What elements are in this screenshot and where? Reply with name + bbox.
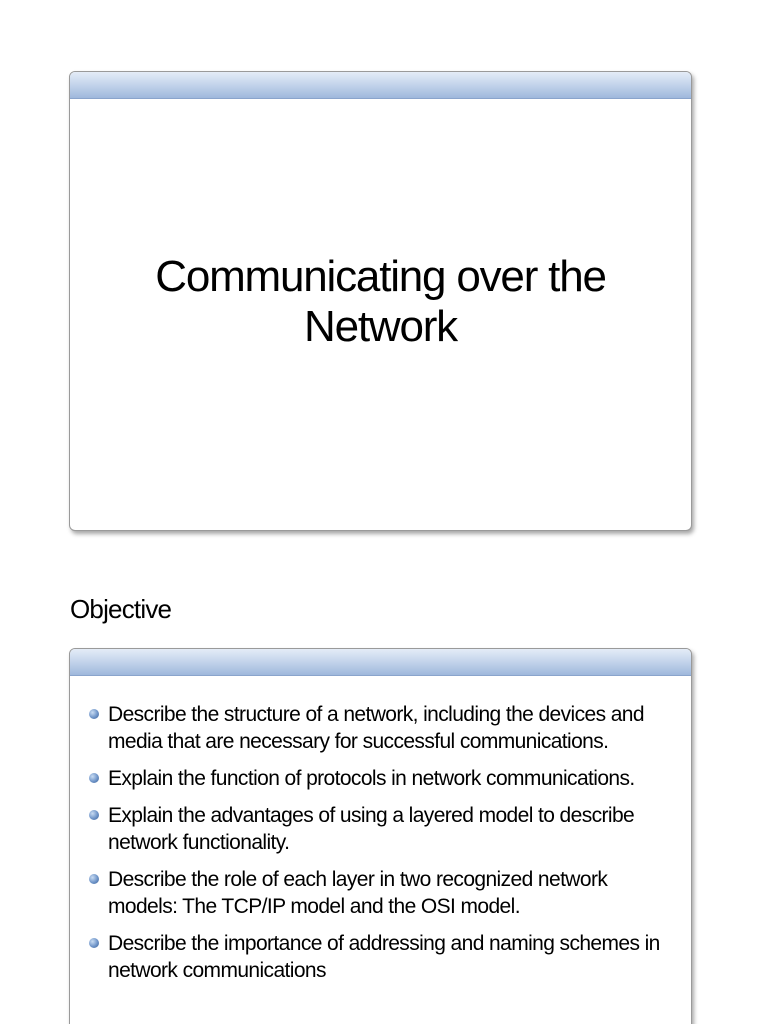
bullet-text: Explain the advantages of using a layered model to describe network functionality. xyxy=(108,804,635,854)
objective-bullet-list xyxy=(88,701,679,994)
list-item xyxy=(88,930,679,984)
bullet-icon xyxy=(89,874,99,884)
objective-slide xyxy=(69,648,692,1024)
bullet-icon xyxy=(89,709,99,719)
bullet-text: Describe the structure of a network, including the devices and media that are necessary for successful communications. xyxy=(108,703,644,753)
bullet-text: Describe the importance of addressing and naming schemes in network communications xyxy=(108,932,660,982)
slide-title xyxy=(70,252,691,352)
slide-title-line-1: Communicating over the xyxy=(155,252,606,301)
bullet-text: Explain the function of protocols in network communications. xyxy=(108,767,635,790)
list-item xyxy=(88,802,679,856)
bullet-icon xyxy=(89,810,99,820)
section-heading: Objective xyxy=(70,594,172,624)
slide-header-bar xyxy=(70,72,691,99)
title-slide xyxy=(69,71,692,531)
list-item xyxy=(88,866,679,920)
slide-title-line-2: Network xyxy=(304,302,457,351)
bullet-icon xyxy=(89,938,99,948)
list-item xyxy=(88,765,679,792)
list-item xyxy=(88,701,679,755)
slide-header-bar xyxy=(70,649,691,676)
bullet-icon xyxy=(89,773,99,783)
bullet-text: Describe the role of each layer in two recognized network models: The TCP/IP model and the OSI model. xyxy=(108,868,608,918)
